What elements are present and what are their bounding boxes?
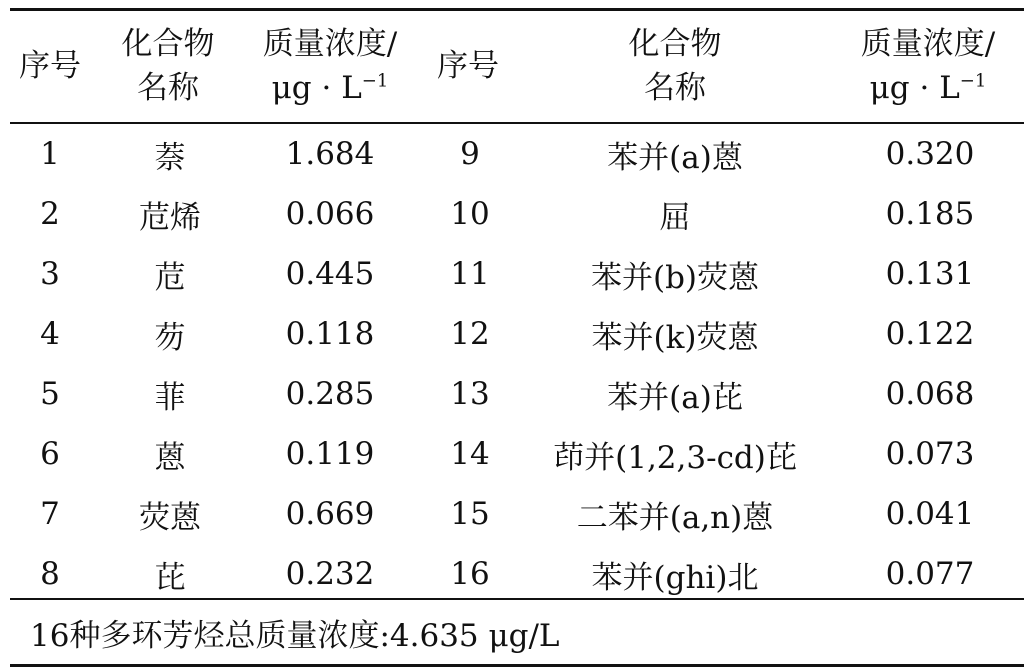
table-row — [10, 304, 1024, 364]
row-serial-left: 5 — [40, 376, 60, 412]
table-footnote: 16种多环芳烃总质量浓度:4.635 μg/L — [30, 617, 560, 654]
row-concentration-left: 0.119 — [285, 436, 375, 472]
unit-label: $\mu g \cdot L^{-1}$ — [869, 70, 987, 106]
header-serial-left: 序号 — [19, 48, 81, 84]
header-compound-right: 化合物 名称 — [628, 26, 722, 106]
table-row — [10, 244, 1024, 304]
row-serial-left: 7 — [40, 496, 60, 532]
row-concentration-right: 0.068 — [885, 376, 975, 412]
table-row — [10, 544, 1024, 604]
body-bottom-rule — [10, 598, 1024, 600]
row-compound-left: 萘 — [154, 139, 186, 176]
row-concentration-right: 0.077 — [885, 556, 975, 592]
row-serial-left: 2 — [40, 196, 60, 232]
row-serial-right: 11 — [450, 256, 490, 292]
row-serial-right: 13 — [450, 376, 490, 412]
row-concentration-right: 0.041 — [885, 496, 975, 532]
row-serial-right: 16 — [450, 556, 490, 592]
row-concentration-left: 0.232 — [285, 556, 375, 592]
row-compound-right: 苯并(k)荧蒽 — [591, 319, 759, 356]
row-concentration-left: 0.118 — [285, 316, 375, 352]
row-concentration-right: 0.320 — [885, 136, 975, 172]
table-row — [10, 364, 1024, 424]
row-concentration-right: 0.073 — [885, 436, 975, 472]
row-serial-left: 8 — [40, 556, 60, 592]
row-compound-right: 苯并(b)荧蒽 — [590, 259, 760, 296]
row-concentration-left: 0.285 — [285, 376, 375, 412]
row-compound-right: 屈 — [659, 199, 691, 236]
header-compound-left: 化合物 名称 — [121, 26, 215, 106]
table-top-rule — [10, 8, 1024, 11]
table-row — [10, 484, 1024, 544]
header-concentration-left: 质量浓度/ $\mu g \cdot L^{-1}$ — [240, 14, 420, 118]
row-compound-right: 苯并(a)蒽 — [607, 139, 743, 176]
row-concentration-right: 0.131 — [885, 256, 975, 292]
row-compound-right: 茚并(1,2,3-cd)芘 — [553, 439, 797, 476]
table-end-rule — [10, 664, 1024, 667]
row-concentration-left: 0.445 — [285, 256, 375, 292]
row-serial-right: 15 — [450, 496, 490, 532]
row-concentration-left: 0.066 — [285, 196, 375, 232]
row-serial-left: 6 — [40, 436, 60, 472]
row-serial-left: 4 — [40, 316, 60, 352]
row-serial-left: 3 — [40, 256, 60, 292]
row-serial-right: 10 — [450, 196, 490, 232]
row-compound-left: 苊烯 — [139, 199, 201, 236]
row-compound-left: 荧蒽 — [139, 499, 201, 536]
row-serial-right: 12 — [450, 316, 490, 352]
table-row — [10, 184, 1024, 244]
row-concentration-right: 0.185 — [885, 196, 975, 232]
unit-label: $\mu g \cdot L^{-1}$ — [271, 70, 389, 106]
row-compound-left: 菲 — [154, 379, 186, 416]
row-serial-right: 9 — [460, 136, 480, 172]
row-concentration-left: 0.669 — [285, 496, 375, 532]
row-concentration-right: 0.122 — [885, 316, 975, 352]
row-serial-right: 14 — [450, 436, 490, 472]
row-compound-right: 苯并(a)芘 — [607, 379, 743, 416]
row-compound-left: 芴 — [154, 319, 186, 356]
row-compound-right: 二苯并(a,n)蒽 — [576, 499, 774, 536]
header-serial-right: 序号 — [437, 48, 499, 84]
row-concentration-left: 1.684 — [285, 136, 375, 172]
row-compound-left: 苊 — [154, 259, 186, 296]
table-row — [10, 424, 1024, 484]
row-serial-left: 1 — [40, 136, 60, 172]
row-compound-left: 蒽 — [154, 439, 186, 476]
row-compound-left: 芘 — [154, 559, 186, 596]
header-concentration-right: 质量浓度/ $\mu g \cdot L^{-1}$ — [828, 14, 1028, 118]
row-compound-right: 苯并(ghi)北 — [591, 559, 759, 596]
table-row — [10, 124, 1024, 184]
